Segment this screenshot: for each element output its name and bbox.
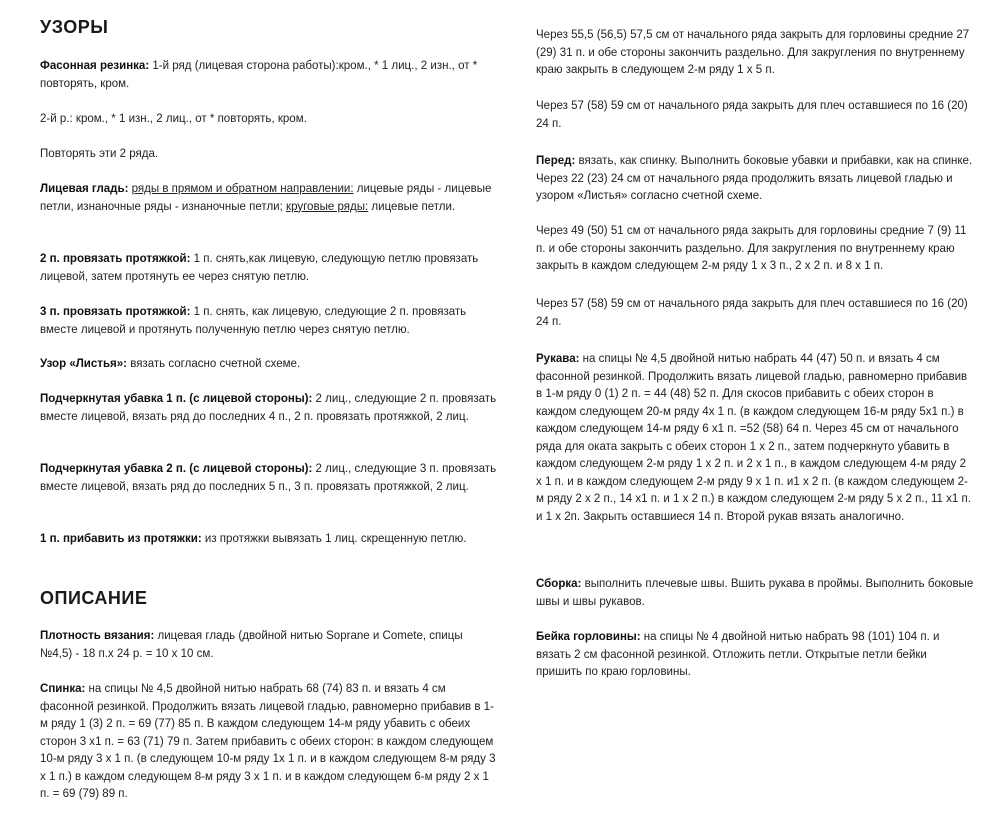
term: Бейка горловины: [536, 629, 641, 643]
paragraph-stockinette: Лицевая гладь: ряды в прямом и обратном направлении: лицевые ряды - лицевые петли, изнаночные ряды - изнаночные петли; круговые ряды: лицевые петли. [40, 181, 492, 213]
paragraph-leaves-pattern: Узор «Листья»: вязать согласно счетной схеме. [40, 356, 301, 370]
term: Спинка: [40, 681, 86, 695]
heading-patterns: УЗОРЫ [40, 17, 109, 37]
paragraph-skpo-3: 3 п. провязать протяжкой: 1 п. снять, как лицевую, следующие 2 п. провязать вместе лицевой и протянуть полученную петлю через снятую петлю. [40, 304, 467, 336]
paragraph-rib-pattern: Фасонная резинка: 1-й ряд (лицевая сторона работы):кром., * 1 лиц., 2 изн., от * повторять, кром. [40, 58, 478, 90]
term: Фасонная резинка: [40, 58, 150, 72]
paragraph-front-shoulders: Через 57 (58) 59 см от начального ряда закрыть для плеч оставшиеся по 16 (20) 24 п. [536, 296, 968, 328]
term: Лицевая гладь: [40, 181, 129, 195]
paragraph-sleeves: Рукава: на спицы № 4,5 двойной нитью набрать 44 (47) 50 п. и вязать 4 см фасонной резинкой. Продолжить вязать лицевой гладью, равномерно прибавив в 1-м ряду 0 (1) 2 п. = 44 (48) 52 п. Для скосов прибавить с обеих сторон в каждом следующем 20-м ряду 4х 1 п. (в каждом следующем 16-м ряду 5х1 п.) в каждом следующем 14-м ряду 6 х1 п. =52 (58) 64 п. Через 45 см от начального ряда для оката закрыть с обеих сторон 1 х 2 п., затем подчеркнуто убавить в каждом следующем 2-м ряду 1 х 2 п. и 2 х 1 п., в каждом следующем 4-м ряду 2 х 1 п. и в каждом следующем 2-м ряду 9 х 1 п. и1 х 2 п. (в каждом следующем 2-м ряду 2 х 2 п., 14 х1 п. и 1 х 2 п.) в каждом следующем 2-м ряду 5 х 2 п., 11 х1 п. и 1 х 2п. Закрыть оставшиеся 14 п. Второй рукав вязать аналогично. [536, 351, 971, 523]
term: Плотность вязания: [40, 628, 155, 642]
paragraph-back: Спинка: на спицы № 4,5 двойной нитью набрать 68 (74) 83 п. и вязать 4 см фасонной резинкой. Продолжить вязать лицевой гладью, равномерно прибавив в 1-м ряду 1 (3) 2 п. = 69 (77) 85 п. В каждом следующем 14-м ряду убавить с обеих сторон 3 х1 п. = 63 (71) 79 п. Затем прибавить с обеих сторон: в каждом следующем 10-м ряду 3 х 1 п. (в следующем 10-м ряду 1х 1 п. и в каждом следующем 8-м ряду 3 х 1 п.) в каждом следующем 8-м ряду 3 х 1 п. и в каждом следующем 6-м ряду 2 х 1 п. = 69 (79) 89 п. [40, 681, 496, 800]
term: 1 п. прибавить из протяжки: [40, 531, 202, 545]
term: Рукава: [536, 351, 580, 365]
paragraph-decrease-2: Подчеркнутая убавка 2 п. (с лицевой стороны): 2 лиц., следующие 3 п. провязать вместе лицевой, вязать ряд до последних 5 п., 3 п. провязать протяжкой, 2 лиц. [40, 461, 497, 493]
paragraph-back-neckline: Через 55,5 (56,5) 57,5 см от начального ряда закрыть для горловины средние 27 (29) 31 п. и обе стороны закончить раздельно. Для закругления по внутреннему краю закрыть в следующем 2-м ряду 1 х 5 п. [536, 27, 970, 76]
paragraph-row-two: 2-й р.: кром., * 1 изн., 2 лиц., от * повторять, кром. [40, 111, 307, 125]
paragraph-gauge: Плотность вязания: лицевая гладь (двойной нитью Soprane и Comete, спицы №4,5) - 18 п.х 24 р. = 10 х 10 см. [40, 628, 463, 660]
paragraph-back-shoulders: Через 57 (58) 59 см от начального ряда закрыть для плеч оставшиеся по 16 (20) 24 п. [536, 98, 968, 130]
term: Подчеркнутая убавка 2 п. (с лицевой стороны): [40, 461, 313, 475]
paragraph-neckband: Бейка горловины: на спицы № 4 двойной нитью набрать 98 (101) 104 п. и вязать 2 см фасонной резинкой. Отложить петли. Открытые петли бейки пришить по краю горловины. [536, 629, 940, 678]
paragraph-skpo-2: 2 п. провязать протяжкой: 1 п. снять,как лицевую, следующую петлю провязать лицевой, затем протянуть ее через снятую петлю. [40, 251, 479, 283]
term: Узор «Листья»: [40, 356, 127, 370]
paragraph-increase: 1 п. прибавить из протяжки: из протяжки вывязать 1 лиц. скрещенную петлю. [40, 531, 467, 545]
paragraph-assembly: Сборка: выполнить плечевые швы. Вшить рукава в проймы. Выполнить боковые швы и швы рукавов. [536, 576, 974, 608]
term: 3 п. провязать протяжкой: [40, 304, 191, 318]
paragraph-repeat: Повторять эти 2 ряда. [40, 146, 159, 160]
term: Подчеркнутая убавка 1 п. (с лицевой стороны): [40, 391, 313, 405]
term: Сборка: [536, 576, 582, 590]
paragraph-front: Перед: вязать, как спинку. Выполнить боковые убавки и прибавки, как на спинке. Через 22 (23) 24 см от начального ряда продолжить вязать лицевой гладью и узором «Листья» согласно счетной схеме. [536, 153, 973, 202]
term: Перед: [536, 153, 576, 167]
heading-description: ОПИСАНИЕ [40, 588, 148, 608]
term: 2 п. провязать протяжкой: [40, 251, 191, 265]
paragraph-decrease-1: Подчеркнутая убавка 1 п. (с лицевой стороны): 2 лиц., следующие 2 п. провязать вместе лицевой, вязать ряд до последних 4 п., 2 п. провязать протяжкой, 2 лиц. [40, 391, 497, 423]
paragraph-front-neckline: Через 49 (50) 51 см от начального ряда закрыть для горловины средние 7 (9) 11 п. и обе стороны закончить раздельно. Для закругления по внутреннему краю закрыть в каждом следующем 2-м ряду 1 х 3 п., 2 х 2 п. и 8 х 1 п. [536, 223, 967, 272]
